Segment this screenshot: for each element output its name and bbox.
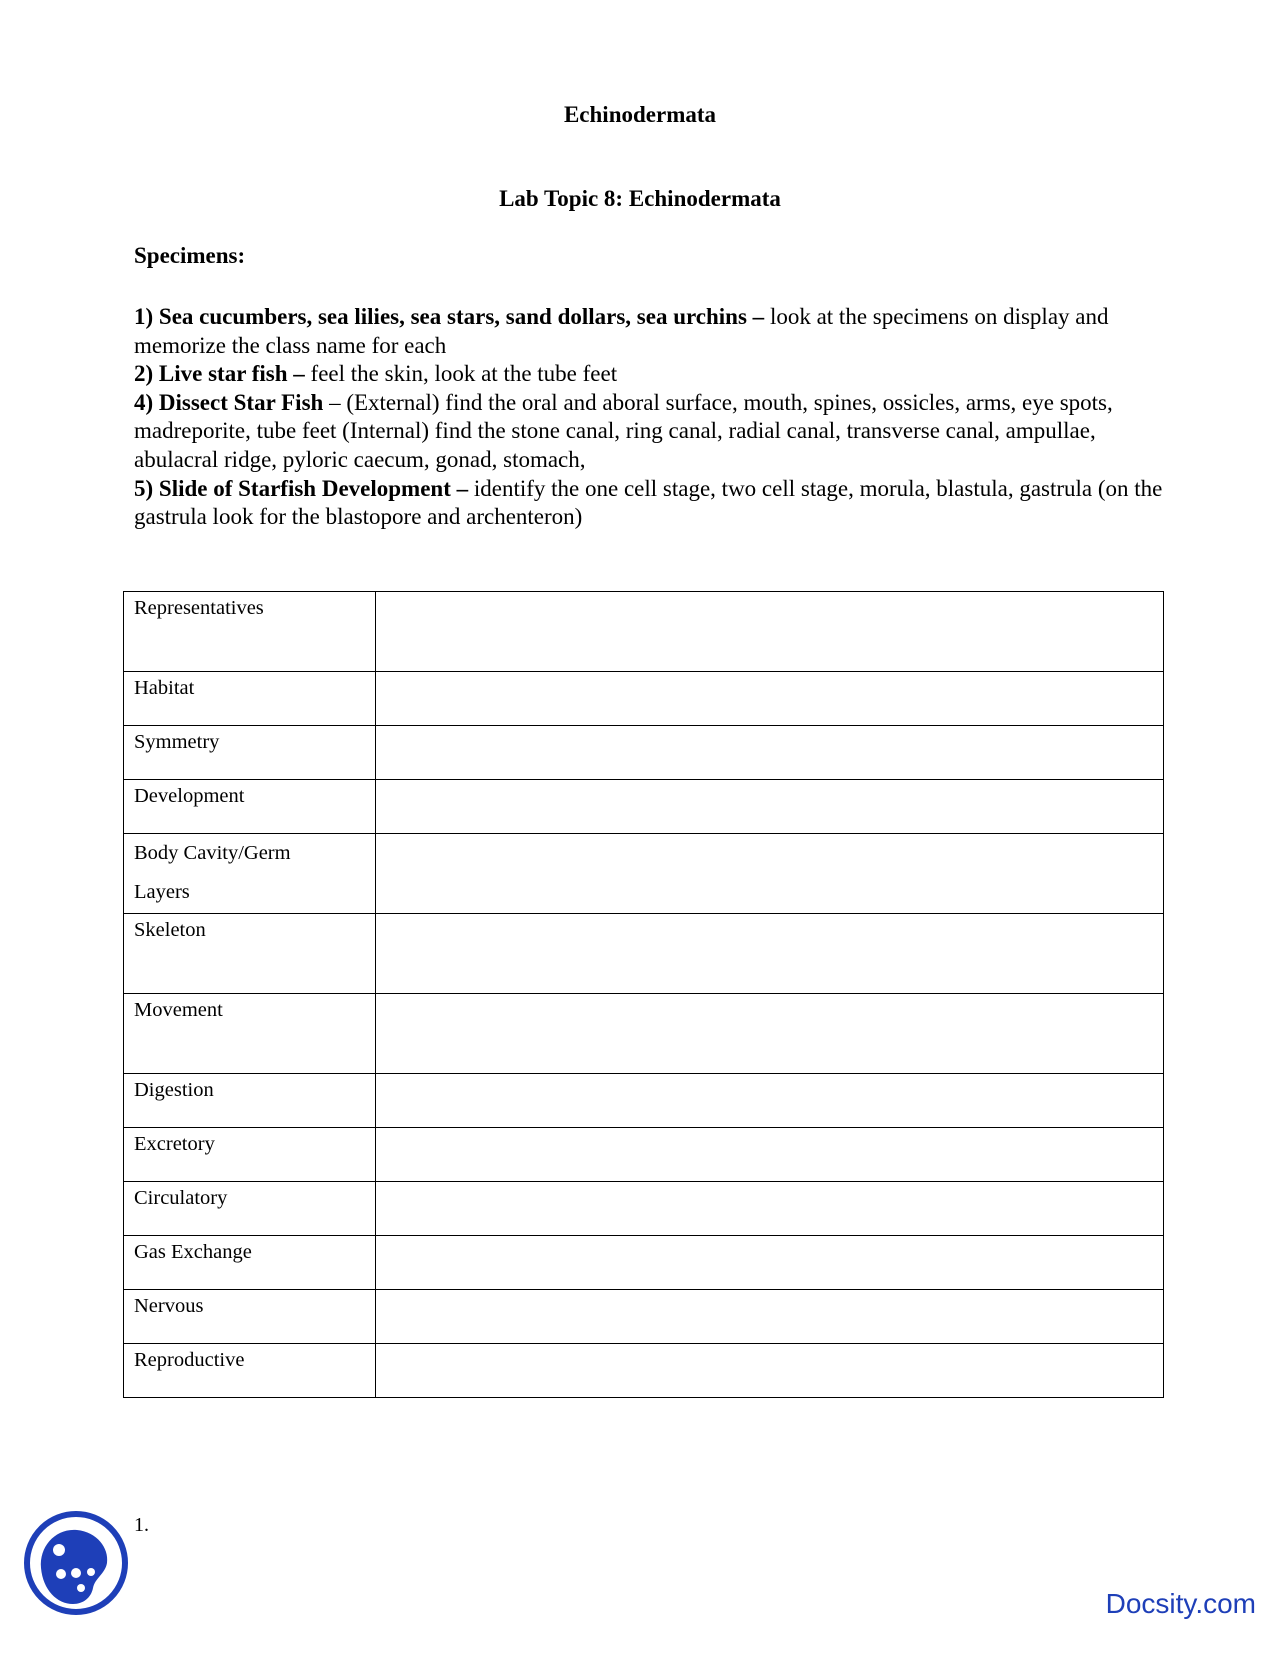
instruction-item-text: identify the one cell stage, two cell stage, morula, blastula, gastrula (on the gastrula look for the blastopore and archenteron) <box>134 475 1163 530</box>
table-row <box>124 592 1164 672</box>
row-label: Development <box>124 780 376 834</box>
row-label: Nervous <box>124 1290 376 1344</box>
row-answer-cell <box>376 994 1164 1074</box>
row-answer-cell <box>376 1236 1164 1290</box>
lab-topic-title: Lab Topic 8: Echinodermata <box>499 186 781 211</box>
instruction-item-title: 4) Dissect Star Fish <box>134 389 324 415</box>
table-row <box>124 1290 1164 1344</box>
row-label: Reproductive <box>124 1344 376 1398</box>
table-row <box>124 1182 1164 1236</box>
row-label-line: Layers <box>134 881 190 903</box>
table-row <box>124 780 1164 834</box>
row-label: Movement <box>124 994 376 1074</box>
instruction-item <box>134 303 1174 360</box>
row-answer-cell <box>376 1128 1164 1182</box>
docsity-watermark: Docsity.com <box>1105 1588 1256 1619</box>
row-label: Skeleton <box>124 914 376 994</box>
table-row <box>124 1344 1164 1398</box>
table-row <box>124 1236 1164 1290</box>
row-answer-cell <box>376 1074 1164 1128</box>
row-label: Symmetry <box>124 726 376 780</box>
row-answer-cell <box>376 1344 1164 1398</box>
row-answer-cell <box>376 672 1164 726</box>
worksheet-table <box>123 591 1164 1398</box>
row-answer-cell <box>376 914 1164 994</box>
instruction-item-title: 5) Slide of Starfish Development – <box>134 475 469 501</box>
instruction-item-title: 1) Sea cucumbers, sea lilies, sea stars, sand dollars, sea urchins – <box>134 304 765 329</box>
row-answer-cell <box>376 1290 1164 1344</box>
row-label: Habitat <box>124 672 376 726</box>
row-label: Circulatory <box>124 1182 376 1236</box>
instruction-item-title: 2) Live star fish – <box>134 361 305 387</box>
table-row <box>124 914 1164 994</box>
logo-graphic <box>21 1508 131 1618</box>
instruction-item-text: feel the skin, look at the tube feet <box>304 361 618 387</box>
table-row <box>124 672 1164 726</box>
table-row <box>124 834 1164 914</box>
row-label: Excretory <box>124 1128 376 1182</box>
instruction-item <box>134 389 1174 475</box>
row-label-line: Body Cavity/Germ <box>134 842 291 864</box>
table-row <box>124 994 1164 1074</box>
row-answer-cell <box>376 592 1164 672</box>
document-title: Echinodermata <box>563 102 717 127</box>
specimens-heading: Specimens: <box>134 243 246 268</box>
row-answer-cell <box>376 834 1164 914</box>
row-answer-cell <box>376 726 1164 780</box>
instruction-item-text: – (External) find the oral and aboral surface, mouth, spines, ossicles, arms, eye spots, madreporite, tube feet (Internal) find the stone canal, ring canal, radial canal, transverse canal, ampullae, abulacral ridge, pyloric caecum, gonad, stomach, <box>134 389 1113 472</box>
instruction-item <box>134 360 1174 389</box>
table-row <box>124 726 1164 780</box>
row-label: Gas Exchange <box>124 1236 376 1290</box>
row-label <box>124 834 376 914</box>
instruction-item <box>134 475 1174 532</box>
row-label: Digestion <box>124 1074 376 1128</box>
page-number: 1. <box>134 1514 149 1536</box>
docsity-logo-icon <box>21 1508 131 1618</box>
table-row <box>124 1128 1164 1182</box>
instructions-list <box>134 303 1174 532</box>
row-answer-cell <box>376 780 1164 834</box>
row-label: Representatives <box>124 592 376 672</box>
table-row <box>124 1074 1164 1128</box>
row-answer-cell <box>376 1182 1164 1236</box>
instruction-item-text: look at the specimens on display and memorize the class name for each <box>134 304 1109 358</box>
